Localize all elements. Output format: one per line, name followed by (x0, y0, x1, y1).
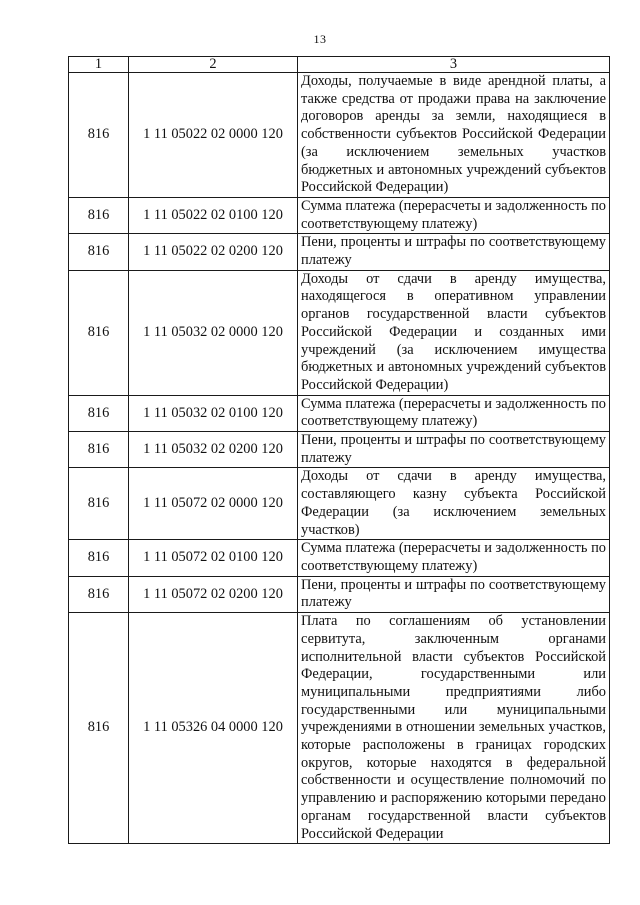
description-cell: Сумма платежа (перерасчеты и задолженность по соответствующему платежу) (298, 540, 610, 576)
admin-code-cell: 816 (69, 270, 129, 395)
admin-code-cell: 816 (69, 540, 129, 576)
description-cell: Пени, проценты и штрафы по соответствующему платежу (298, 576, 610, 612)
admin-code-cell: 816 (69, 73, 129, 198)
admin-code-cell: 816 (69, 197, 129, 233)
description-cell: Плата по соглашениям об установлении сервитута, заключенным органами исполнительной власти субъектов Российской Федерации, государственными или муниципальными предприятиями либо государственными или муниципальными учреждениями в отношении земельных участков, которые расположены в границах городских округов, которые находятся в федеральной собственности и осуществление полномочий по управлению и распоряжению которыми передано органам государственной власти субъектов Российской Федерации (298, 613, 610, 844)
page-number: 13 (313, 32, 327, 46)
column-header-description: 3 (298, 57, 610, 73)
admin-code-cell: 816 (69, 576, 129, 612)
table-row (69, 270, 610, 395)
admin-code-cell: 816 (69, 613, 129, 844)
kbk-cell: 1 11 05032 02 0000 120 (129, 270, 298, 395)
kbk-cell: 1 11 05022 02 0000 120 (129, 73, 298, 198)
table-row (69, 468, 610, 540)
admin-code-cell: 816 (69, 395, 129, 431)
table-header-row (69, 57, 610, 73)
description-cell: Доходы от сдачи в аренду имущества, составляющего казну субъекта Российской Федерации (за исключением земельных участков) (298, 468, 610, 540)
kbk-cell: 1 11 05022 02 0100 120 (129, 197, 298, 233)
description-cell: Доходы от сдачи в аренду имущества, находящегося в оперативном управлении органов государственной власти субъектов Российской Федерации и созданных ими учреждений (за исключением имущества бюджетных и автономных учреждений субъектов Российской Федерации) (298, 270, 610, 395)
kbk-cell: 1 11 05032 02 0200 120 (129, 432, 298, 468)
kbk-cell: 1 11 05032 02 0100 120 (129, 395, 298, 431)
table-row (69, 576, 610, 612)
revenue-codes-table (68, 56, 610, 844)
kbk-cell: 1 11 05072 02 0100 120 (129, 540, 298, 576)
kbk-cell: 1 11 05072 02 0200 120 (129, 576, 298, 612)
description-cell: Сумма платежа (перерасчеты и задолженность по соответствующему платежу) (298, 395, 610, 431)
column-header-admin-code: 1 (69, 57, 129, 73)
table-row (69, 73, 610, 198)
kbk-cell: 1 11 05072 02 0000 120 (129, 468, 298, 540)
table-row (69, 197, 610, 233)
description-cell: Пени, проценты и штрафы по соответствующему платежу (298, 432, 610, 468)
table-row (69, 234, 610, 270)
kbk-cell: 1 11 05326 04 0000 120 (129, 613, 298, 844)
admin-code-cell: 816 (69, 432, 129, 468)
kbk-cell: 1 11 05022 02 0200 120 (129, 234, 298, 270)
description-cell: Сумма платежа (перерасчеты и задолженность по соответствующему платежу) (298, 197, 610, 233)
description-cell: Доходы, получаемые в виде арендной платы, а также средства от продажи права на заключение договоров аренды за земли, находящиеся в собственности субъектов Российской Федерации (за исключением земельных участков бюджетных и автономных учреждений субъектов Российской Федерации) (298, 73, 610, 198)
table-row (69, 395, 610, 431)
column-header-kbk: 2 (129, 57, 298, 73)
table-row (69, 613, 610, 844)
admin-code-cell: 816 (69, 234, 129, 270)
table-row (69, 432, 610, 468)
table-row (69, 540, 610, 576)
description-cell: Пени, проценты и штрафы по соответствующему платежу (298, 234, 610, 270)
admin-code-cell: 816 (69, 468, 129, 540)
